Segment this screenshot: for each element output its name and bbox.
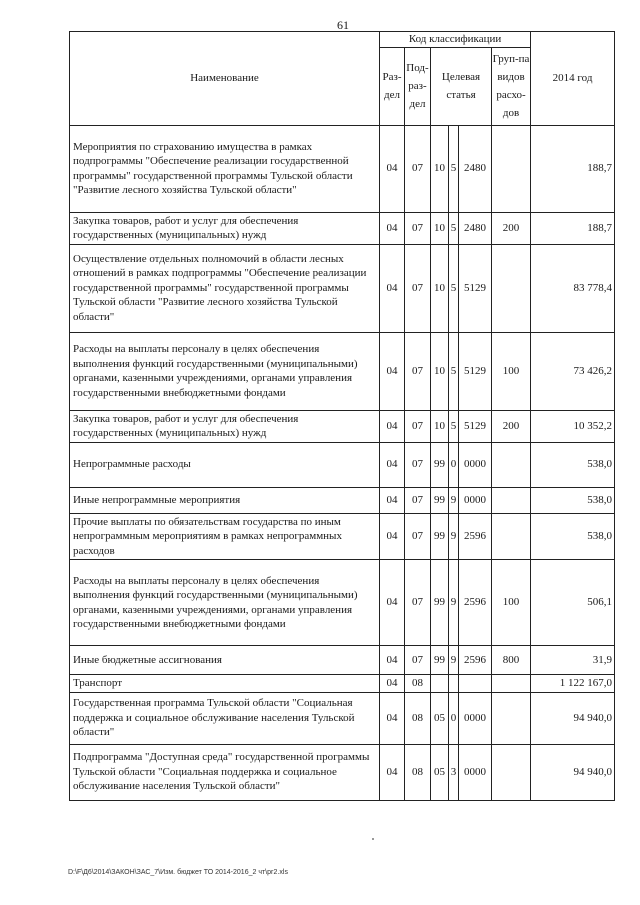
table-row [70, 244, 615, 332]
target-code-2-cell: 0 [449, 442, 459, 487]
razdel-cell: 04 [380, 487, 405, 513]
row-name: Расходы на выплаты персоналу в целях обеспечения выполнения функций государственными (муниципальными) органами, казенными учреждениями, органами управления государственными внебюджетными фондами [70, 332, 380, 410]
budget-table [69, 31, 615, 801]
target-code-3-cell: 5129 [459, 244, 492, 332]
podrazdel-cell: 08 [405, 675, 431, 693]
amount-2014-cell: 538,0 [531, 442, 615, 487]
target-code-1-cell: 99 [431, 513, 449, 560]
podrazdel-cell: 07 [405, 332, 431, 410]
razdel-cell: 04 [380, 244, 405, 332]
amount-2014-cell: 94 940,0 [531, 692, 615, 744]
razdel-cell: 04 [380, 332, 405, 410]
row-name: Закупка товаров, работ и услуг для обеспечения государственных (муниципальных) нужд [70, 410, 380, 442]
amount-2014-cell: 1 122 167,0 [531, 675, 615, 693]
amount-2014-cell: 83 778,4 [531, 244, 615, 332]
target-code-2-cell: 9 [449, 487, 459, 513]
target-code-2-cell: 9 [449, 513, 459, 560]
target-code-2-cell: 5 [449, 212, 459, 244]
target-code-3-cell: 2480 [459, 125, 492, 212]
target-code-3-cell: 2480 [459, 212, 492, 244]
target-code-3-cell: 2596 [459, 513, 492, 560]
header-year: 2014 год [531, 32, 615, 126]
target-code-2-cell: 5 [449, 244, 459, 332]
podrazdel-cell: 07 [405, 442, 431, 487]
row-name: Иные непрограммные мероприятия [70, 487, 380, 513]
row-name: Непрограммные расходы [70, 442, 380, 487]
podrazdel-cell: 07 [405, 513, 431, 560]
header-podrazdel: Под-раз-дел [405, 47, 431, 125]
header-razdel: Раз-дел [380, 47, 405, 125]
target-code-2-cell: 5 [449, 410, 459, 442]
target-code-1-cell: 10 [431, 244, 449, 332]
target-code-2-cell: 9 [449, 560, 459, 646]
target-code-3-cell: 0000 [459, 744, 492, 800]
target-code-1-cell: 05 [431, 744, 449, 800]
expense-group-cell [492, 125, 531, 212]
table-row [70, 125, 615, 212]
row-name: Закупка товаров, работ и услуг для обеспечения государственных (муниципальных) нужд [70, 212, 380, 244]
target-code-2-cell: 5 [449, 332, 459, 410]
target-code-1-cell [431, 675, 449, 693]
razdel-cell: 04 [380, 560, 405, 646]
razdel-cell: 04 [380, 675, 405, 693]
table-row [70, 675, 615, 693]
row-name: Подпрограмма "Доступная среда" государственной программы Тульской области "Социальная поддержка и социальное обслуживание населения Тульской области" [70, 744, 380, 800]
expense-group-cell [492, 487, 531, 513]
amount-2014-cell: 538,0 [531, 513, 615, 560]
razdel-cell: 04 [380, 410, 405, 442]
table-row [70, 410, 615, 442]
target-code-1-cell: 10 [431, 332, 449, 410]
page-number: 61 [337, 18, 349, 32]
podrazdel-cell: 07 [405, 244, 431, 332]
target-code-3-cell: 5129 [459, 332, 492, 410]
amount-2014-cell: 73 426,2 [531, 332, 615, 410]
table-row [70, 513, 615, 560]
expense-group-cell [492, 744, 531, 800]
table-row [70, 487, 615, 513]
target-code-1-cell: 99 [431, 646, 449, 675]
podrazdel-cell: 07 [405, 410, 431, 442]
table-row [70, 646, 615, 675]
table-row [70, 212, 615, 244]
row-name: Мероприятия по страхованию имущества в рамках подпрограммы "Обеспечение реализации государственной программы" государственной программы Тульской области "Развитие лесного хозяйства Тульской области" [70, 125, 380, 212]
podrazdel-cell: 07 [405, 125, 431, 212]
target-code-2-cell [449, 675, 459, 693]
row-name: Транспорт [70, 675, 380, 693]
table-row [70, 744, 615, 800]
razdel-cell: 04 [380, 212, 405, 244]
expense-group-cell: 200 [492, 410, 531, 442]
expense-group-cell: 100 [492, 332, 531, 410]
target-code-1-cell: 10 [431, 410, 449, 442]
table-row [70, 332, 615, 410]
amount-2014-cell: 31,9 [531, 646, 615, 675]
razdel-cell: 04 [380, 646, 405, 675]
table-row [70, 442, 615, 487]
target-code-3-cell: 2596 [459, 560, 492, 646]
row-name: Осуществление отдельных полномочий в области лесных отношений в рамках подпрограммы "Обеспечение реализации государственной программы" государственной программы Тульской области "Развитие лесного хозяйства Тульской области" [70, 244, 380, 332]
podrazdel-cell: 08 [405, 692, 431, 744]
podrazdel-cell: 07 [405, 212, 431, 244]
row-name: Прочие выплаты по обязательствам государства по иным непрограммным мероприятиям в рамках непрограммных расходов [70, 513, 380, 560]
header-name: Наименование [70, 32, 380, 126]
target-code-3-cell: 0000 [459, 692, 492, 744]
podrazdel-cell: 08 [405, 744, 431, 800]
target-code-1-cell: 99 [431, 442, 449, 487]
target-code-3-cell: 5129 [459, 410, 492, 442]
target-code-1-cell: 99 [431, 560, 449, 646]
row-name: Расходы на выплаты персоналу в целях обеспечения выполнения функций государственными (муниципальными) органами, казенными учреждениями, органами управления государственными внебюджетными фондами [70, 560, 380, 646]
razdel-cell: 04 [380, 692, 405, 744]
target-code-1-cell: 99 [431, 487, 449, 513]
razdel-cell: 04 [380, 744, 405, 800]
target-code-3-cell [459, 675, 492, 693]
razdel-cell: 04 [380, 513, 405, 560]
amount-2014-cell: 188,7 [531, 125, 615, 212]
target-code-2-cell: 9 [449, 646, 459, 675]
expense-group-cell: 200 [492, 212, 531, 244]
razdel-cell: 04 [380, 442, 405, 487]
podrazdel-cell: 07 [405, 646, 431, 675]
file-path-footer: D:\F\Д6\2014\ЗАКОН\ЗАС_7\Изм. бюджет ТО 2014-2016_2 чт\рг2.xls [68, 869, 288, 876]
expense-group-cell [492, 675, 531, 693]
expense-group-cell: 100 [492, 560, 531, 646]
target-code-3-cell: 0000 [459, 442, 492, 487]
target-code-2-cell: 3 [449, 744, 459, 800]
header-target: Целевая статья [431, 47, 492, 125]
header-code-group: Код классификации [380, 32, 531, 48]
scan-speck [372, 838, 374, 840]
table-row [70, 560, 615, 646]
amount-2014-cell: 506,1 [531, 560, 615, 646]
target-code-1-cell: 10 [431, 212, 449, 244]
expense-group-cell [492, 244, 531, 332]
target-code-3-cell: 0000 [459, 487, 492, 513]
row-name: Государственная программа Тульской области "Социальная поддержка и социальное обслуживание населения Тульской области" [70, 692, 380, 744]
expense-group-cell [492, 442, 531, 487]
expense-group-cell [492, 513, 531, 560]
razdel-cell: 04 [380, 125, 405, 212]
amount-2014-cell: 94 940,0 [531, 744, 615, 800]
target-code-2-cell: 5 [449, 125, 459, 212]
amount-2014-cell: 188,7 [531, 212, 615, 244]
table-row [70, 692, 615, 744]
expense-group-cell: 800 [492, 646, 531, 675]
row-name: Иные бюджетные ассигнования [70, 646, 380, 675]
target-code-1-cell: 05 [431, 692, 449, 744]
target-code-3-cell: 2596 [459, 646, 492, 675]
expense-group-cell [492, 692, 531, 744]
target-code-2-cell: 0 [449, 692, 459, 744]
amount-2014-cell: 538,0 [531, 487, 615, 513]
target-code-1-cell: 10 [431, 125, 449, 212]
podrazdel-cell: 07 [405, 487, 431, 513]
amount-2014-cell: 10 352,2 [531, 410, 615, 442]
header-group: Груп-па видов расхо-дов [492, 47, 531, 125]
podrazdel-cell: 07 [405, 560, 431, 646]
